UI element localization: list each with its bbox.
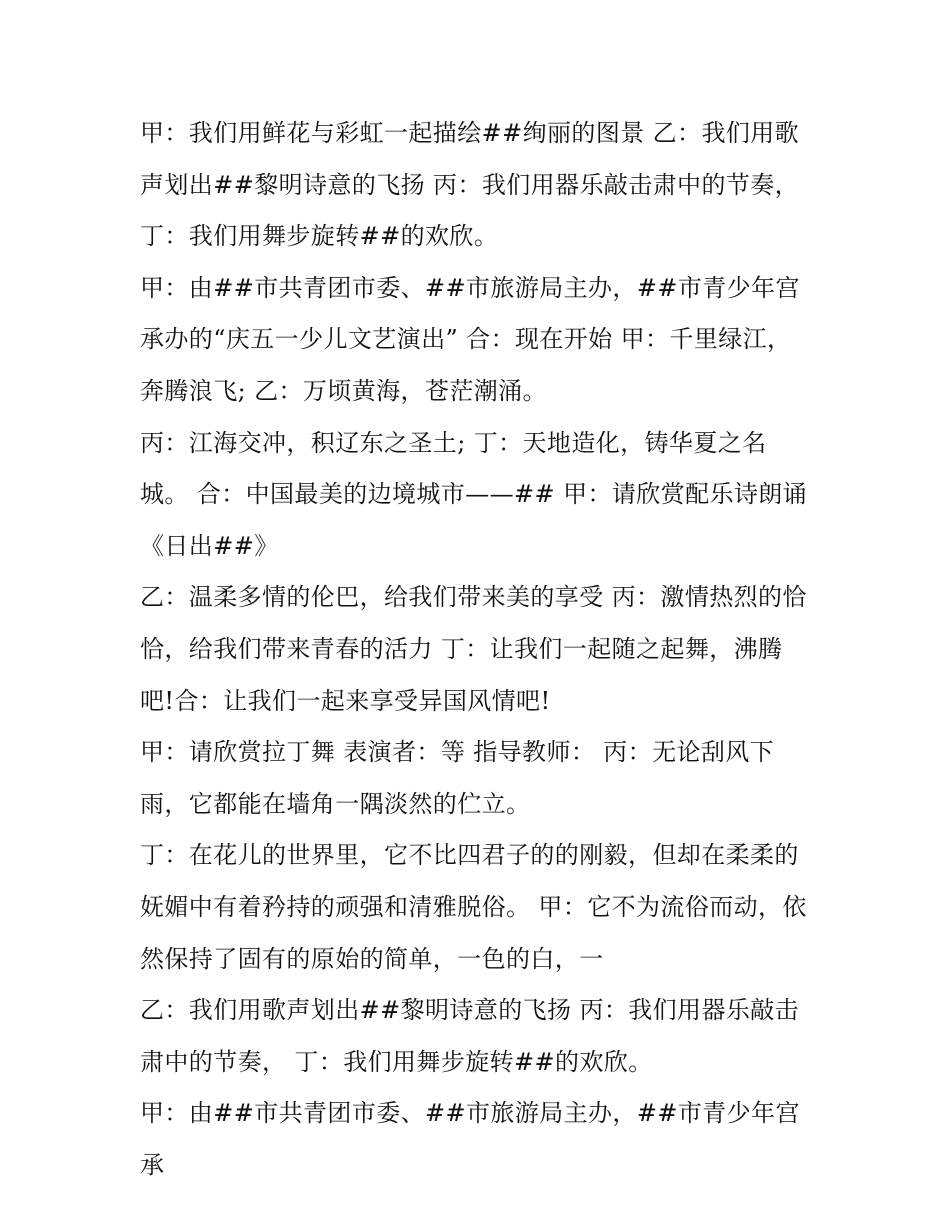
paragraph-8: 甲：由##市共青团市委、##市旅游局主办，##市青少年宫承 bbox=[140, 1099, 800, 1179]
paragraph-5: 甲：请欣赏拉丁舞 表演者：等 指导教师： 丙：无论刮风下雨，它都能在墙角一隅淡然的伫立。 bbox=[140, 738, 775, 818]
paragraph-7: 乙：我们用歌声划出##黎明诗意的飞扬 丙：我们用器乐敲击肃中的节奏， 丁：我们用舞步旋转##的欢欣。 bbox=[140, 996, 800, 1076]
paragraph-4: 乙：温柔多情的伦巴，给我们带来美的享受 丙：激情热烈的恰恰，给我们带来青春的活力 丁：让我们一起随之起舞，沸腾吧!合：让我们一起来享受异国风情吧! bbox=[140, 583, 807, 715]
paragraph-3: 丙：江海交冲，积辽东之圣土; 丁：天地造化，铸华夏之名城。 合：中国最美的边境城市——## 甲：请欣赏配乐诗朗诵《日出##》 bbox=[140, 428, 808, 560]
paragraph-6: 丁：在花儿的世界里，它不比四君子的的刚毅，但却在柔柔的妩媚中有着矜持的顽强和清雅脱俗。 甲：它不为流俗而动，依然保持了固有的原始的简单，一色的白，一 bbox=[140, 841, 807, 973]
document-body bbox=[140, 108, 812, 1191]
paragraph-1: 甲：我们用鲜花与彩虹一起描绘##绚丽的图景 乙：我们用歌声划出##黎明诗意的飞扬 丙：我们用器乐敲击肃中的节奏，丁：我们用舞步旋转##的欢欣。 bbox=[140, 119, 800, 251]
paragraph-2: 甲：由##市共青团市委、##市旅游局主办，##市青少年宫承办的“庆五一少儿文艺演出” 合：现在开始 甲：千里绿江，奔腾浪飞; 乙：万顷黄海，苍茫潮涌。 bbox=[140, 273, 800, 405]
